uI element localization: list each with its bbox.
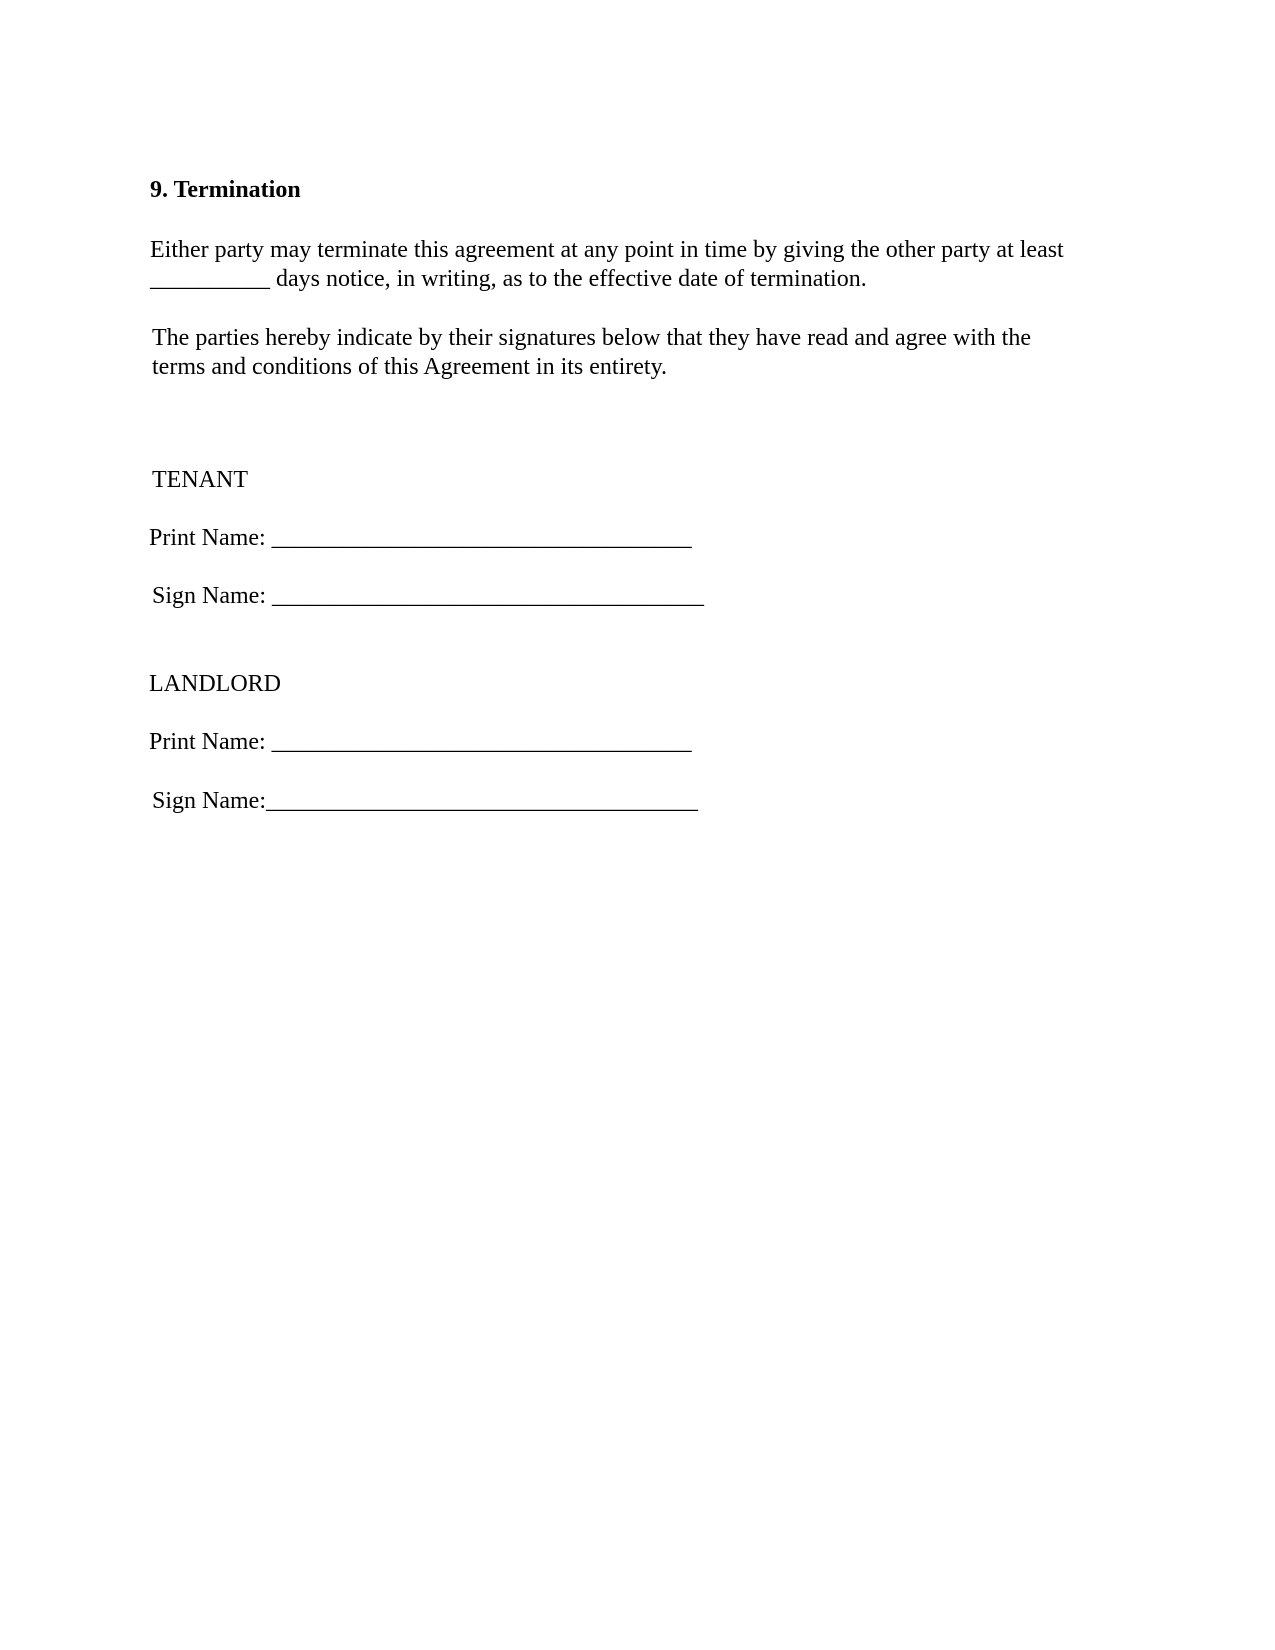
landlord-sign-name-line: Sign Name:____________________________________ [152, 788, 698, 814]
section-heading: 9. Termination [150, 177, 301, 203]
tenant-label: TENANT [152, 467, 248, 493]
tenant-sign-name-line: Sign Name: ____________________________________ [152, 583, 704, 609]
acknowledgement-line-2: terms and conditions of this Agreement in its entirety. [152, 354, 668, 380]
termination-paragraph-line-1: Either party may terminate this agreement at any point in time by giving the other party at least [150, 237, 1064, 263]
termination-paragraph-line-2: __________ days notice, in writing, as to the effective date of termination. [150, 266, 867, 292]
landlord-print-name-line: Print Name: ___________________________________ [149, 729, 692, 755]
tenant-print-name-line: Print Name: ___________________________________ [149, 525, 692, 551]
landlord-label: LANDLORD [149, 671, 281, 697]
acknowledgement-line-1: The parties hereby indicate by their signatures below that they have read and agree with the [152, 325, 1031, 351]
